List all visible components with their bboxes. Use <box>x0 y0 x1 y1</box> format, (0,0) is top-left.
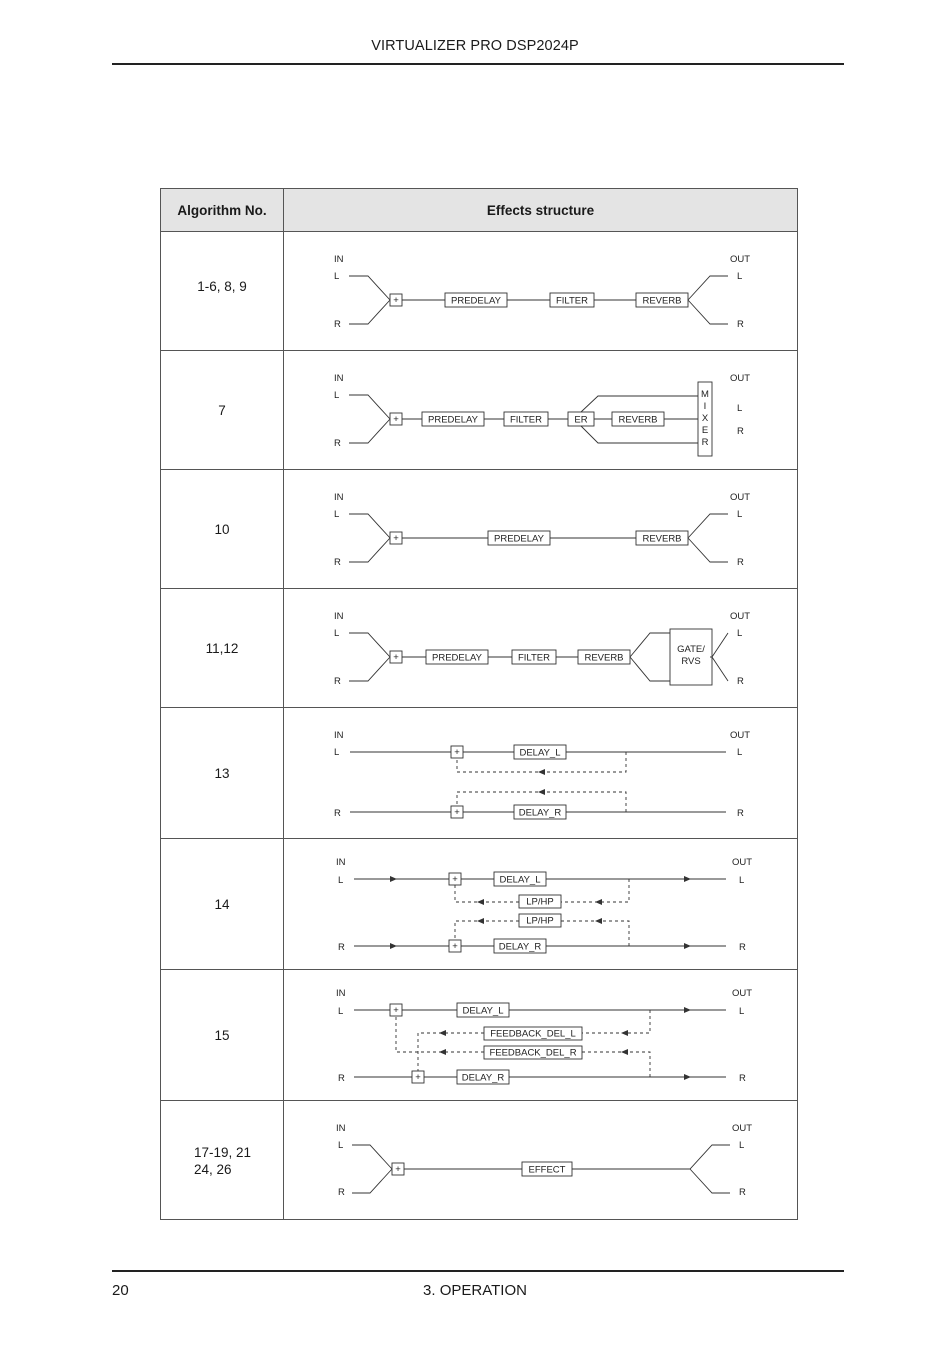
gate-rvs-block-line2: RVS <box>681 656 701 667</box>
out-l-label: L <box>737 403 743 414</box>
out-r-label: R <box>739 1187 746 1198</box>
in-l-label: L <box>334 390 340 401</box>
mixer-letter: E <box>701 425 709 436</box>
out-l-label: L <box>739 1006 745 1017</box>
lphp-block-l: LP/HP <box>526 896 554 908</box>
table-row <box>161 1101 798 1220</box>
effects-diagram <box>284 1101 798 1220</box>
out-l-label: L <box>737 628 743 639</box>
out-r-label: R <box>737 319 744 330</box>
reverb-block: REVERB <box>618 414 658 426</box>
out-label: OUT <box>730 611 751 622</box>
algorithm-number: 1-6, 8, 9 <box>161 232 284 351</box>
predelay-block: PREDELAY <box>428 414 478 426</box>
in-r-label: R <box>338 942 345 953</box>
mixer-letter: R <box>701 437 709 448</box>
delay-l-block: DELAY_L <box>519 747 561 759</box>
effects-diagram <box>284 839 798 970</box>
out-label: OUT <box>730 492 751 503</box>
algorithm-number-line1: 17-19, 21 <box>194 1145 252 1160</box>
sum-node-r: + <box>452 941 458 952</box>
in-label: IN <box>336 857 346 868</box>
page-number: 20 <box>112 1282 129 1299</box>
sum-node-r: + <box>454 807 460 818</box>
out-label: OUT <box>730 373 751 384</box>
in-r-label: R <box>334 319 341 330</box>
effects-diagram <box>284 970 798 1101</box>
effects-diagram <box>284 708 798 839</box>
delay-r-block: DELAY_R <box>518 807 562 819</box>
header-rule <box>112 63 844 65</box>
out-r-label: R <box>737 557 744 568</box>
algorithm-number: 14 <box>161 839 284 970</box>
effects-diagram <box>284 351 798 470</box>
sum-node-l: + <box>454 747 460 758</box>
in-l-label: L <box>334 271 340 282</box>
out-l-label: L <box>739 875 745 886</box>
in-label: IN <box>334 373 344 384</box>
er-block: ER <box>574 414 588 426</box>
algorithm-number: 10 <box>161 470 284 589</box>
in-l-label: L <box>334 628 340 639</box>
reverb-block: REVERB <box>642 295 682 307</box>
delay-l-block: DELAY_L <box>462 1005 504 1017</box>
out-r-label: R <box>737 676 744 687</box>
predelay-block: PREDELAY <box>451 295 501 307</box>
mixer-letter: M <box>701 389 709 400</box>
column-header-algorithm: Algorithm No. <box>161 189 284 232</box>
in-label: IN <box>334 492 344 503</box>
predelay-block: PREDELAY <box>432 652 482 664</box>
table-header-row <box>161 189 798 232</box>
sum-node: + <box>393 295 399 306</box>
in-label: IN <box>334 611 344 622</box>
algorithm-number <box>161 1101 284 1220</box>
sum-node: + <box>393 414 399 425</box>
reverb-block: REVERB <box>584 652 624 664</box>
out-l-label: L <box>737 271 743 282</box>
in-r-label: R <box>338 1187 345 1198</box>
in-l-label: L <box>334 509 340 520</box>
mixer-block <box>701 389 709 448</box>
out-l-label: L <box>737 747 743 758</box>
in-l-label: L <box>338 875 344 886</box>
out-l-label: L <box>737 509 743 520</box>
lphp-block-r: LP/HP <box>526 915 554 927</box>
page-header-title: VIRTUALIZER PRO DSP2024P <box>371 38 579 54</box>
gate-rvs-block: GATE/ <box>677 644 705 655</box>
table-row <box>161 708 798 839</box>
table-row <box>161 970 798 1101</box>
out-r-label: R <box>737 808 744 819</box>
algorithm-table <box>160 188 798 1220</box>
sum-node-l: + <box>452 874 458 885</box>
table-row <box>161 470 798 589</box>
out-label: OUT <box>730 730 751 741</box>
out-label: OUT <box>732 857 753 868</box>
table-row <box>161 839 798 970</box>
reverb-block: REVERB <box>642 533 682 545</box>
in-r-label: R <box>338 1073 345 1084</box>
out-r-label: R <box>739 942 746 953</box>
mixer-letter: X <box>701 413 709 424</box>
in-label: IN <box>334 730 344 741</box>
table-row <box>161 232 798 351</box>
feedback-del-l-block: FEEDBACK_DEL_L <box>490 1028 576 1040</box>
delay-r-block: DELAY_R <box>461 1072 505 1084</box>
delay-l-block: DELAY_L <box>499 874 541 886</box>
predelay-block: PREDELAY <box>494 533 544 545</box>
out-r-label: R <box>737 426 744 437</box>
in-r-label: R <box>334 557 341 568</box>
effects-diagram <box>284 470 798 589</box>
sum-node-r: + <box>415 1072 421 1083</box>
section-title: 3. OPERATION <box>423 1282 527 1299</box>
effect-block: EFFECT <box>528 1164 566 1176</box>
filter-block: FILTER <box>555 295 589 307</box>
filter-block: FILTER <box>509 414 543 426</box>
column-header-structure: Effects structure <box>284 189 798 232</box>
effects-diagram <box>284 589 798 708</box>
out-label: OUT <box>732 1123 753 1134</box>
sum-node: + <box>393 533 399 544</box>
in-r-label: R <box>334 438 341 449</box>
sum-node-l: + <box>393 1005 399 1016</box>
in-r-label: R <box>334 676 341 687</box>
sum-node: + <box>393 652 399 663</box>
in-label: IN <box>336 988 346 999</box>
sum-node: + <box>395 1164 401 1175</box>
in-l-label: L <box>338 1006 344 1017</box>
algorithm-number-line2: 24, 26 <box>194 1162 232 1177</box>
algorithm-number: 7 <box>161 351 284 470</box>
algorithm-number: 13 <box>161 708 284 839</box>
in-label: IN <box>334 254 344 265</box>
effects-diagram <box>284 232 798 351</box>
mixer-letter: I <box>703 401 707 412</box>
out-l-label: L <box>739 1140 745 1151</box>
out-label: OUT <box>730 254 751 265</box>
out-r-label: R <box>739 1073 746 1084</box>
in-r-label: R <box>334 808 341 819</box>
table-row <box>161 351 798 470</box>
out-label: OUT <box>732 988 753 999</box>
table-row <box>161 589 798 708</box>
filter-block: FILTER <box>517 652 551 664</box>
in-l-label: L <box>338 1140 344 1151</box>
algorithm-number: 15 <box>161 970 284 1101</box>
delay-r-block: DELAY_R <box>498 941 542 953</box>
feedback-del-r-block: FEEDBACK_DEL_R <box>489 1047 577 1059</box>
footer-rule <box>112 1270 844 1272</box>
algorithm-number: 11,12 <box>161 589 284 708</box>
in-l-label: L <box>334 747 340 758</box>
in-label: IN <box>336 1123 346 1134</box>
